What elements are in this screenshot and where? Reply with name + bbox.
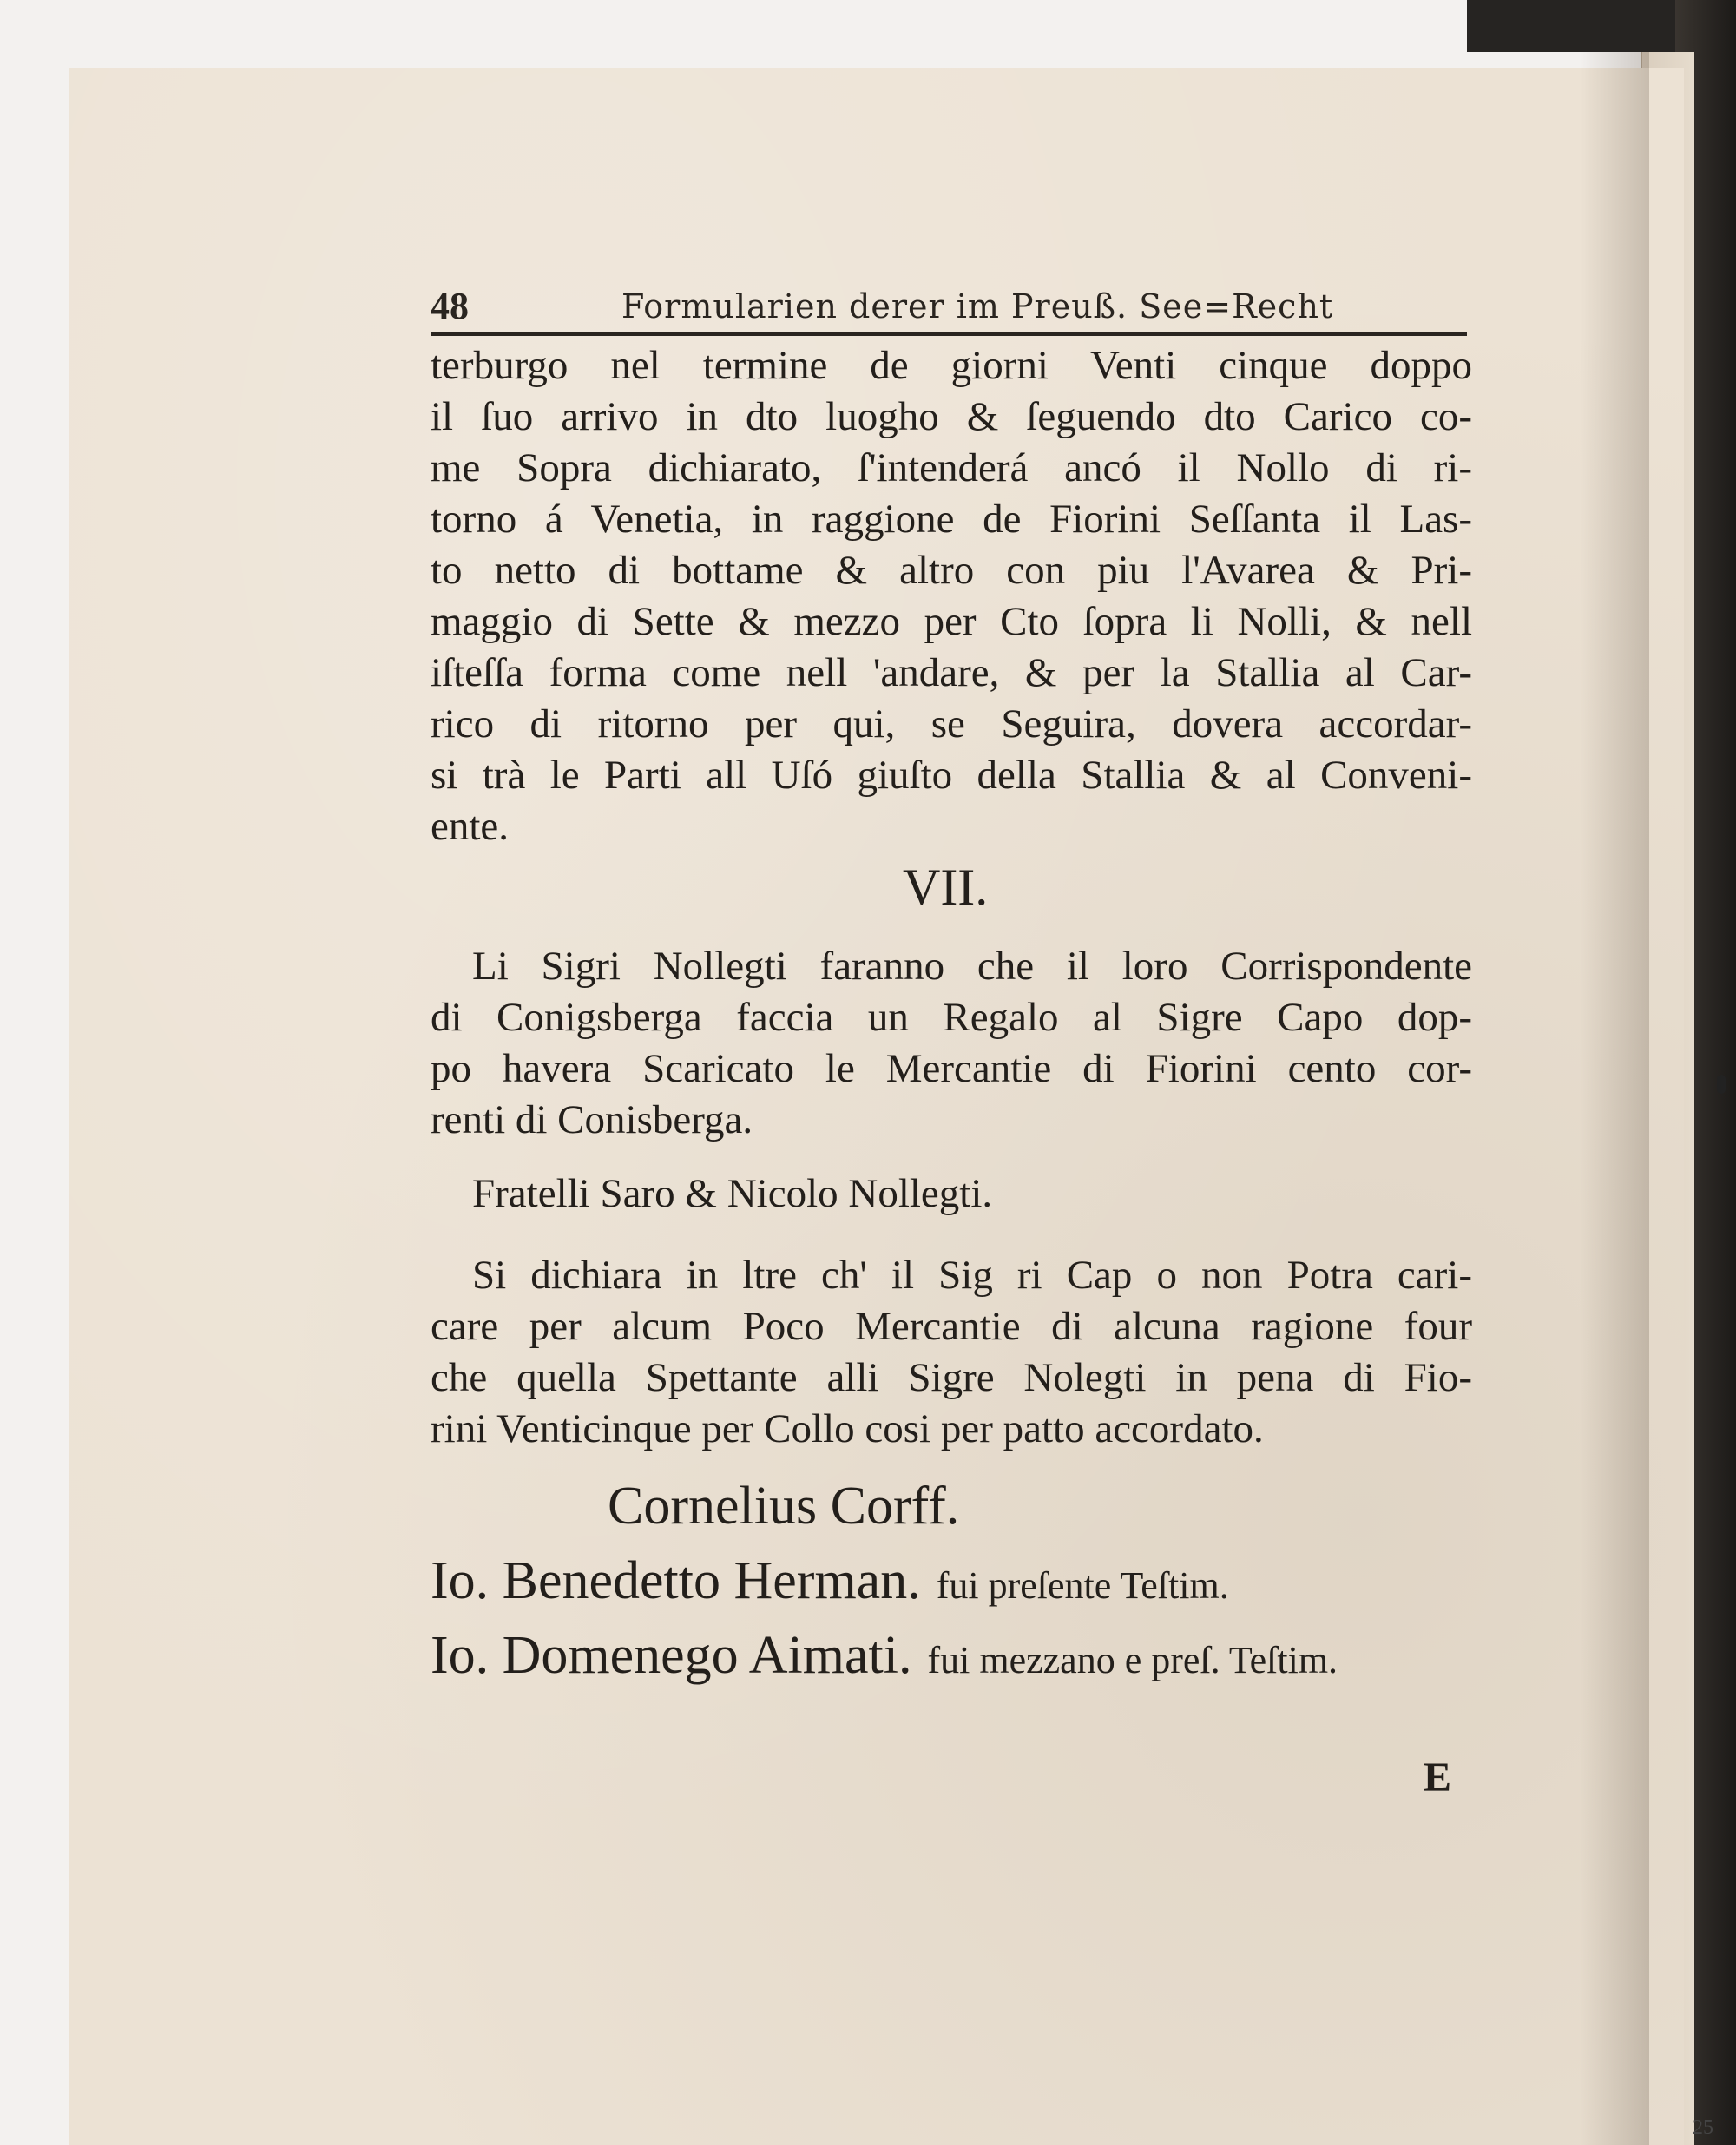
margin-mark: 25 <box>1693 2116 1713 2139</box>
text-line: care per alcum Poco Mercantie di alcuna ragione four <box>431 1304 1472 1349</box>
text-line: rico di ritorno per qui, se Seguira, dovera accordar- <box>431 701 1472 747</box>
text-line: si trà le Parti all Uſó giuſto della Stallia & al Conveni- <box>431 753 1472 798</box>
text-line: maggio di Sette & mezzo per Cto ſopra li Nolli, & nell <box>431 599 1472 644</box>
text-line: Li Sigri Nollegti faranno che il loro Corrispondente <box>472 944 1472 989</box>
signatory-note: fui preſente Teſtim. <box>936 1564 1229 1607</box>
signature-corff <box>608 1476 959 1537</box>
text-line: po havera Scaricato le Mercantie di Fiorini cento cor- <box>431 1046 1472 1091</box>
fratelli-line <box>431 1168 1472 1220</box>
signatory-note: fui mezzano e preſ. Teſtim. <box>927 1639 1338 1681</box>
text-line: terburgo nel termine de giorni Venti cinque doppo <box>431 343 1472 388</box>
gutter-shadow <box>1580 52 1649 2145</box>
section-number: VII. <box>903 859 989 916</box>
text-line: Fratelli Saro & Nicolo Nollegti. <box>472 1171 993 1216</box>
text-line: me Sopra dichiarato, ſ'intenderá ancó il Nollo di ri- <box>431 445 1472 490</box>
text-line: Si dichiara in ltre ch' il Sig ri Cap o non Potra cari- <box>472 1253 1472 1298</box>
signature-herman <box>431 1550 1229 1612</box>
text-line: ente. <box>431 804 510 849</box>
page-header <box>431 280 1467 336</box>
text-line: di Conigsberga faccia un Regalo al Sigre Capo dop- <box>431 995 1472 1040</box>
running-head: Formularien derer im Preuß. See=Recht <box>621 287 1334 326</box>
signatory-name: Io. Benedetto Herman. <box>431 1551 921 1610</box>
body-paragraph <box>431 340 1472 852</box>
clause-paragraph <box>431 1250 1472 1455</box>
signature-aimati <box>431 1625 1338 1687</box>
text-line: rini Venticinque per Collo cosi per patto accordato. <box>431 1406 1264 1451</box>
catchword: E <box>1424 1754 1452 1800</box>
section-paragraph <box>431 941 1472 1146</box>
text-line: il ſuo arrivo in dto luogho & ſeguendo dto Carico co- <box>431 394 1472 439</box>
text-line: che quella Spettante alli Sigre Nolegti in pena di Fio- <box>431 1355 1472 1400</box>
signatory-name: Io. Domenego Aimati. <box>431 1626 912 1685</box>
page-number: 48 <box>431 285 469 327</box>
text-line: torno á Venetia, in raggione de Fiorini Seſſanta il Las- <box>431 497 1472 542</box>
binding-mark <box>1717 1075 1726 1094</box>
text-line: iſteſſa forma come nell 'andare, & per la Stallia al Car- <box>431 650 1472 695</box>
text-line: to netto di bottame & altro con piu l'Avarea & Pri- <box>431 548 1472 593</box>
signatory-name: Cornelius Corff. <box>608 1477 960 1536</box>
text-line: renti di Conisberga. <box>431 1097 753 1142</box>
